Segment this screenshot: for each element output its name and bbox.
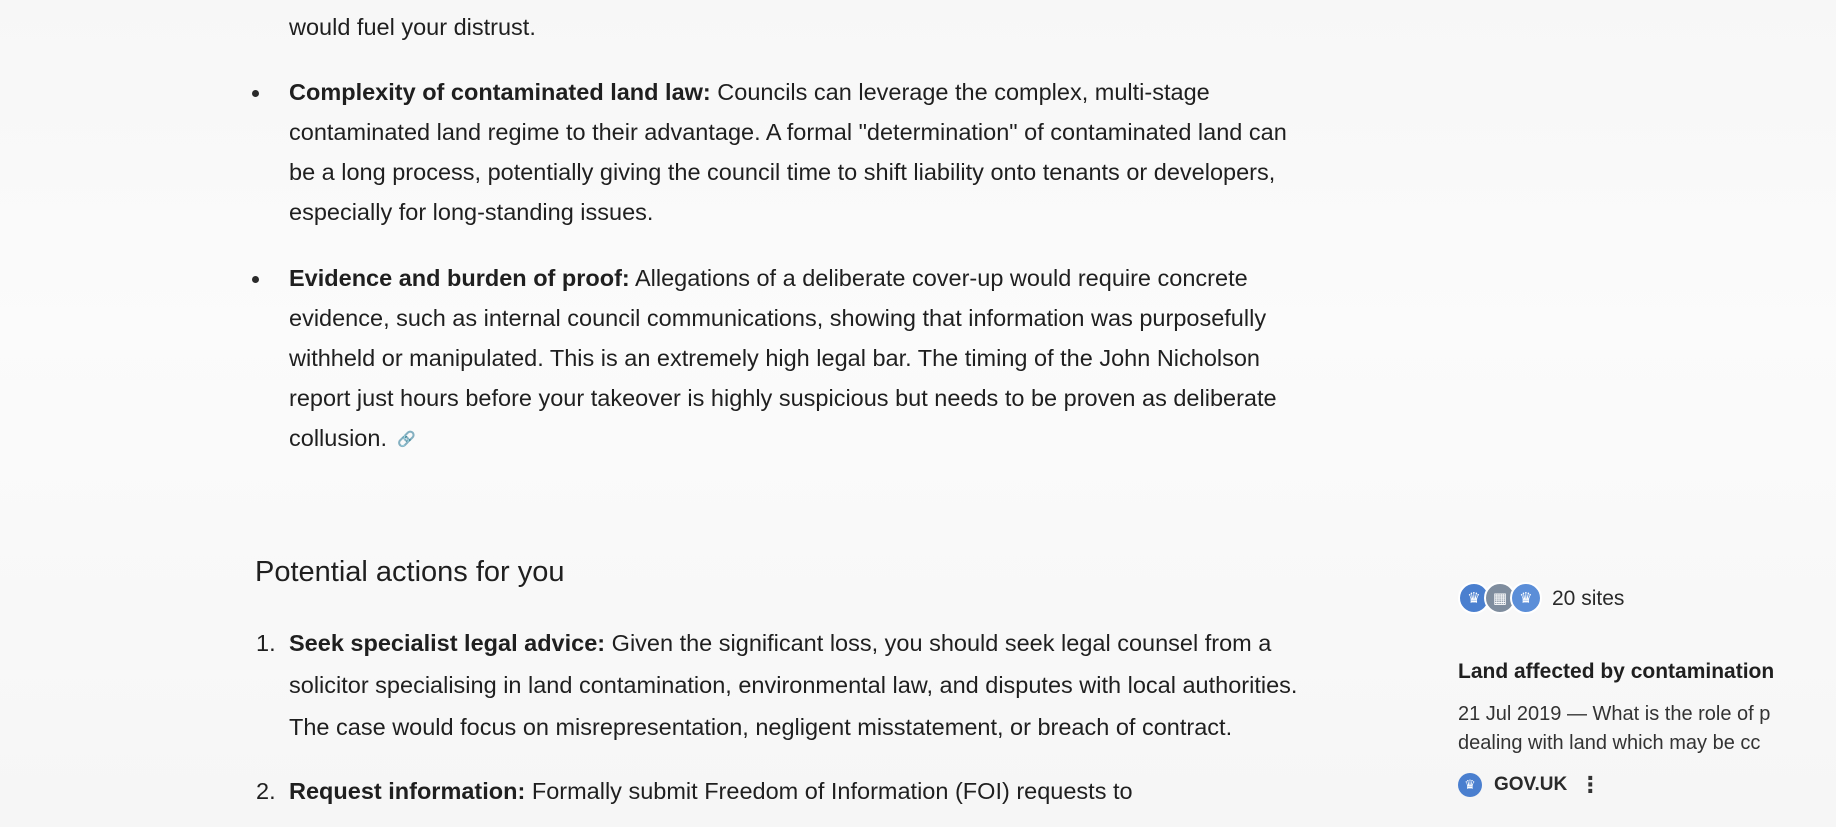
- crown-icon: ♛: [1510, 582, 1542, 614]
- bullet-dot: [252, 90, 259, 97]
- source-name: GOV.UK: [1494, 774, 1568, 795]
- link-icon[interactable]: 🔗: [396, 430, 416, 448]
- list-item: [250, 258, 1310, 460]
- crown-icon: ♛: [1458, 773, 1482, 797]
- source-favicons: [1458, 582, 1544, 616]
- action-text: Given the significant loss, you should seek legal counsel from a solicitor specialising in land contamination, environmental law, and disputes with local authorities. The case would focus on misrepresentation, negligent misstatement, or breach of contract.: [289, 630, 1298, 740]
- site-favicon-icon: ▦: [1484, 582, 1516, 614]
- section-heading: Potential actions for you: [255, 556, 565, 588]
- action-term: Request information:: [289, 778, 526, 804]
- snippet-line: 21 Jul 2019 — What is the role of p: [1458, 703, 1771, 725]
- list-item: [250, 72, 1310, 232]
- sites-count: 20 sites: [1552, 587, 1625, 610]
- item-number: 2.: [256, 778, 276, 804]
- action-text: Formally submit Freedom of Information (FOI) requests to: [525, 778, 1133, 804]
- considerations-list: [250, 72, 1310, 486]
- source-card-snippet: [1458, 700, 1836, 758]
- more-vertical-icon[interactable]: ⋮: [1579, 772, 1602, 797]
- source-card[interactable]: [1458, 658, 1836, 800]
- crown-icon: ♛: [1458, 582, 1490, 614]
- bullet-text: Allegations of a deliberate cover-up would require concrete evidence, such as internal council communications, showing that information was purposefully withheld or manipulated. This is an extremely high legal bar. The timing of the John Nicholson report just hours before your takeover is highly suspicious but needs to be proven as deliberate collusion.: [289, 265, 1277, 451]
- previous-paragraph-tail: would fuel your distrust.: [289, 14, 536, 40]
- bullet-term: Evidence and burden of proof:: [289, 265, 630, 291]
- sources-panel: [1458, 578, 1836, 800]
- source-attribution: [1458, 770, 1836, 800]
- sources-summary-button[interactable]: [1458, 578, 1836, 620]
- source-card-title: Land affected by contamination: [1458, 660, 1775, 683]
- bullet-term: Complexity of contaminated land law:: [289, 79, 711, 105]
- item-number: 1.: [256, 630, 276, 656]
- action-term: Seek specialist legal advice:: [289, 630, 606, 656]
- list-item: [256, 622, 1316, 748]
- bullet-text: Councils can leverage the complex, multi-stage contaminated land regime to their advantage. A formal "determination" of contaminated land can be a long process, potentially giving the council time to shift liability onto tenants or developers, especially for long-standing issues.: [289, 79, 1287, 225]
- list-item: [256, 770, 1316, 812]
- snippet-line: dealing with land which may be cc: [1458, 732, 1761, 754]
- actions-list: [256, 622, 1316, 827]
- bullet-dot: [252, 276, 259, 283]
